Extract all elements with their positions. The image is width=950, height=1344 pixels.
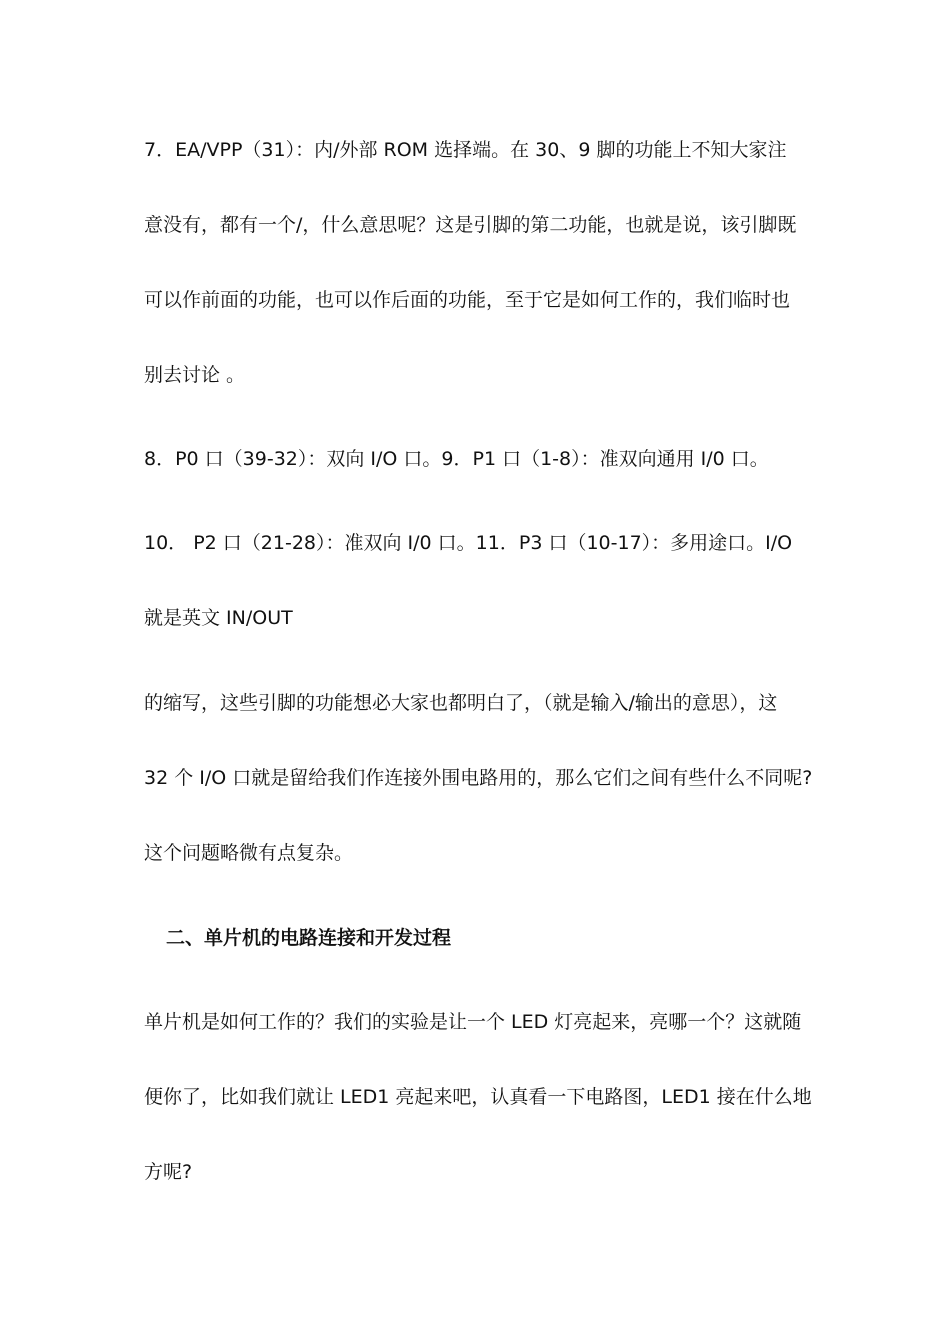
paragraph-line: 别去讨论 。 (144, 364, 246, 386)
paragraph-line: 7．EA/VPP（31）：内/外部 ROM 选择端。在 30、9 脚的功能上不知大家注 (144, 139, 787, 161)
paragraph-line: 意没有，都有一个/，什么意思呢？这是引脚的第二功能，也就是说，该引脚既 (144, 214, 797, 236)
paragraph-line: 这个问题略微有点复杂。 (144, 842, 354, 864)
section-heading: 二、单片机的电路连接和开发过程 (166, 927, 452, 949)
paragraph-line: 便你了，比如我们就让 LED1 亮起来吧，认真看一下电路图，LED1 接在什么地 (144, 1086, 812, 1108)
paragraph-line: 10． P2 口（21-28）：准双向 I/0 口。11．P3 口（10-17）：多用途口。I/O (144, 532, 793, 554)
paragraph-line: 32 个 I/O 口就是留给我们作连接外围电路用的，那么它们之间有些什么不同呢? (144, 767, 813, 789)
paragraph-line: 就是英文 IN/OUT (144, 607, 293, 629)
paragraph-line: 8．P0 口（39-32）：双向 I/O 口。9．P1 口（1-8）：准双向通用 I/0 口。 (144, 448, 769, 470)
paragraph-line: 单片机是如何工作的？我们的实验是让一个 LED 灯亮起来，亮哪一个？这就随 (144, 1011, 802, 1033)
paragraph-line: 方呢? (144, 1161, 193, 1183)
paragraph-line: 的缩写，这些引脚的功能想必大家也都明白了，（就是输入/输出的意思），这 (144, 692, 778, 714)
paragraph-line: 可以作前面的功能，也可以作后面的功能，至于它是如何工作的，我们临时也 (144, 289, 791, 311)
